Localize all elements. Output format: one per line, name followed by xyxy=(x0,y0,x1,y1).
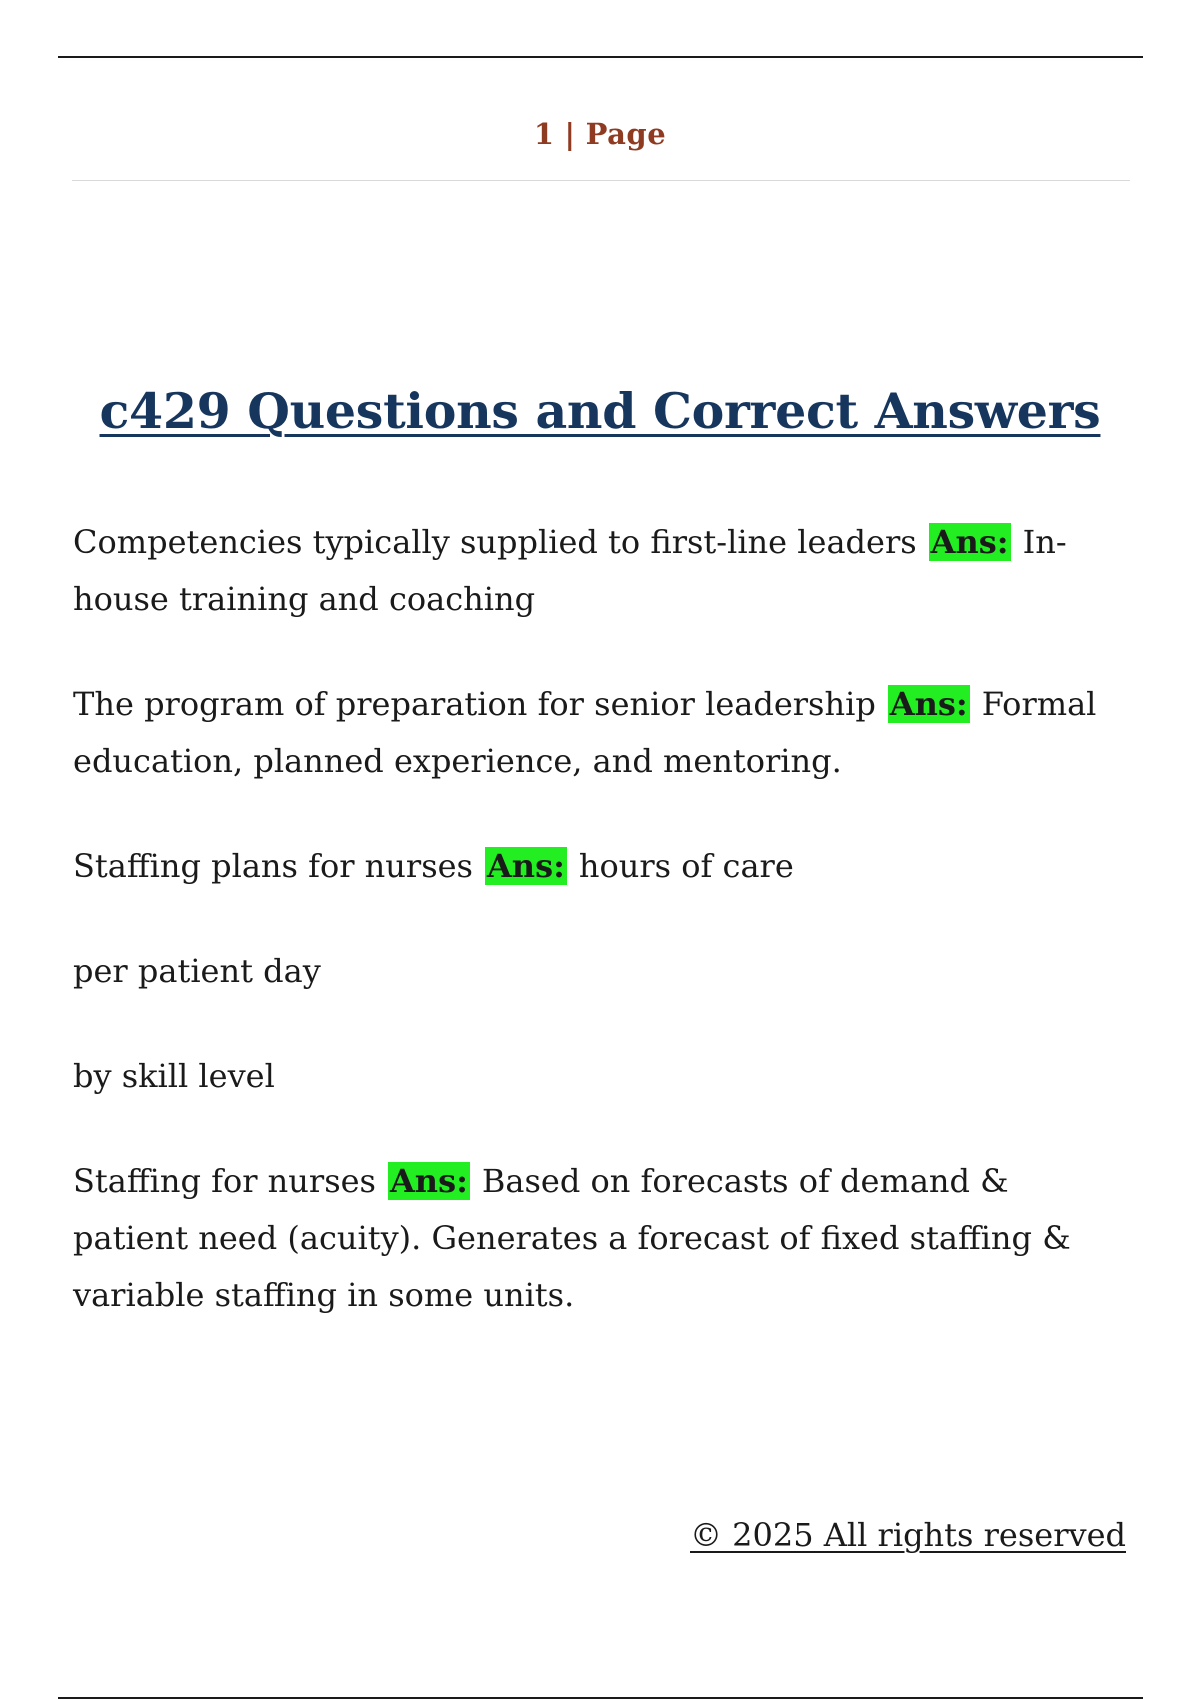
page-label: Page xyxy=(585,117,667,151)
document-title: c429 Questions and Correct Answers xyxy=(99,382,1101,440)
page-header xyxy=(0,117,1200,151)
question-text: Staffing plans for nurses xyxy=(73,847,473,885)
answer-label: Ans: xyxy=(389,1162,468,1200)
answer-text: In-house training and coaching xyxy=(73,523,1067,618)
answer-text: Based on forecasts of demand & patient need (acuity). Generates a forecast of fixed staffing & variable staffing in some units. xyxy=(73,1162,1071,1314)
qa-item xyxy=(73,676,1113,790)
qa-item xyxy=(73,838,1113,895)
top-border-line xyxy=(58,56,1143,58)
qa-item xyxy=(73,1153,1113,1324)
page-separator: | xyxy=(564,117,576,151)
answer-text: hours of care xyxy=(578,847,794,885)
answer-label: Ans: xyxy=(930,523,1009,561)
question-text: Staffing for nurses xyxy=(73,1162,376,1200)
answer-label: Ans: xyxy=(486,847,565,885)
copyright-footer: © 2025 All rights reserved xyxy=(690,1516,1126,1554)
answer-continuation: per patient day xyxy=(73,952,321,990)
qa-item xyxy=(73,514,1113,628)
answer-label: Ans: xyxy=(889,685,968,723)
header-divider xyxy=(72,180,1130,181)
question-text: Competencies typically supplied to first-line leaders xyxy=(73,523,917,561)
question-text: The program of preparation for senior leadership xyxy=(73,685,876,723)
bottom-border-line xyxy=(58,1697,1143,1699)
page-number: 1 xyxy=(533,117,555,151)
answer-text: Formal education, planned experience, and mentoring. xyxy=(73,685,1097,780)
qa-content xyxy=(73,514,1113,1372)
answer-continuation: by skill level xyxy=(73,1057,275,1095)
